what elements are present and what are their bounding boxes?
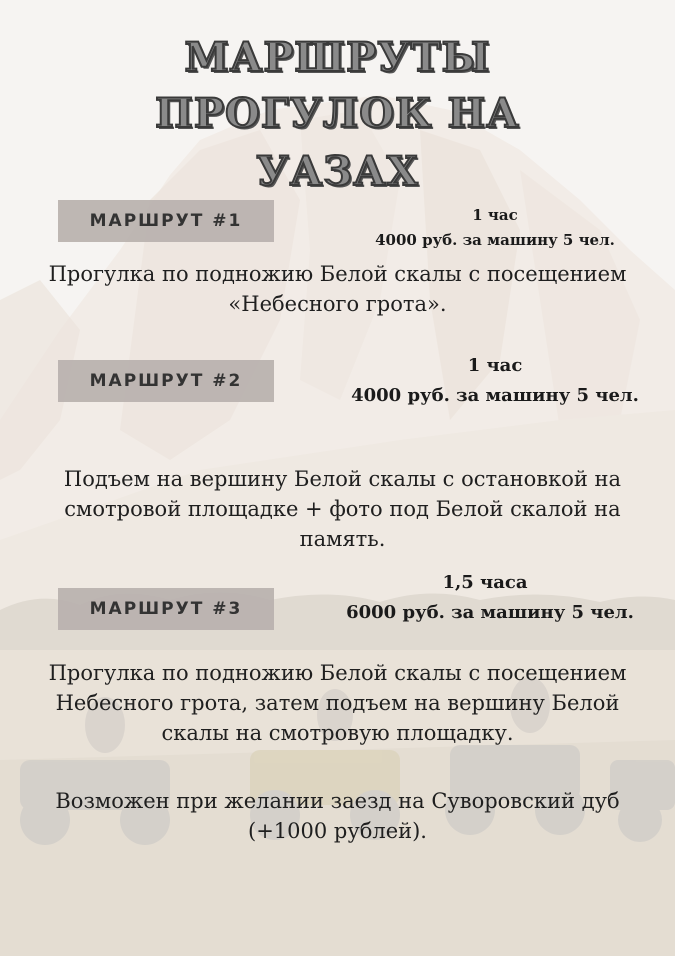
page-title-line-1: МАРШРУТЫ — [184, 34, 491, 81]
route-2-duration: 1 час — [467, 355, 523, 376]
route-2-label: МАРШРУТ #2 — [58, 360, 274, 402]
route-1-duration: 1 час — [472, 206, 518, 224]
route-3-price: 6000 руб. за машину 5 чел. — [346, 602, 634, 623]
extra-option-note: Возможен при желании заезд на Суворовский дуб (+1000 рублей). — [55, 789, 620, 843]
page-title-line-3: УАЗАХ — [256, 148, 419, 195]
page-title-line-2: ПРОГУЛОК НА — [155, 90, 520, 137]
route-1-price: 4000 руб. за машину 5 чел. — [375, 231, 615, 249]
route-3-label: МАРШРУТ #3 — [58, 588, 274, 630]
route-2-description: Подъем на вершину Белой скалы с остановкой на смотровой площадке + фото под Белой скалой на память. — [63, 467, 622, 551]
route-1-description: Прогулка по подножию Белой скалы с посещением «Небесного грота». — [48, 262, 627, 316]
route-2-price: 4000 руб. за машину 5 чел. — [351, 385, 639, 406]
route-3-duration: 1,5 часа — [442, 572, 528, 593]
route-1-label: МАРШРУТ #1 — [58, 200, 274, 242]
route-3-description: Прогулка по подножию Белой скалы с посещением Небесного грота, затем подъем на вершину Белой скалы на смотровую площадку. — [48, 661, 627, 745]
